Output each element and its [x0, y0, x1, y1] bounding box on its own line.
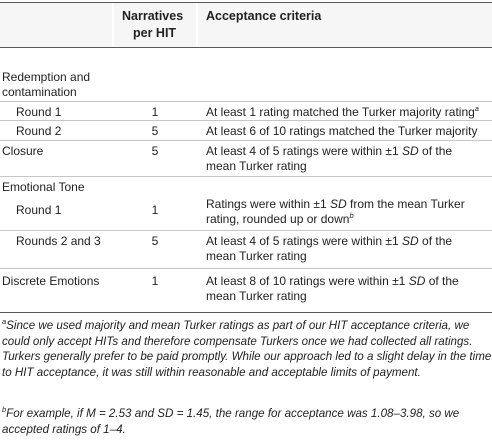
row-label: Round 1 [16, 203, 62, 217]
footnote-ref-b: b [349, 211, 354, 220]
row-separator [0, 140, 492, 141]
row-count: 1 [151, 274, 159, 288]
header-narratives: Narratives [122, 9, 184, 23]
row-separator [0, 268, 492, 269]
row-count: 5 [151, 144, 159, 158]
footnote-a: $^a$Since we used majority and mean Turker ratings as part of our HIT acceptance criteria, we could only accept HITs and therefore compensate Turkers once we had collected all ratings. Turkers generally prefer to be paid promptly. While our approach led to a slight delay in the time to HIT acceptance, it was still within reasonable and acceptable limits of payment. [2, 317, 492, 379]
row-label: Closure [2, 144, 44, 158]
row-criteria-line2: mean Turker rating [206, 289, 307, 303]
row-count: 5 [151, 234, 159, 248]
row-separator [0, 101, 492, 102]
row-count: 1 [151, 203, 159, 217]
footnote-ref-a: a [474, 104, 479, 113]
row-count: 5 [151, 124, 159, 138]
footnote-b: $^b$For example, if M = 2.53 and SD = 1.45, the range for acceptance was 1.08–3.98, so we accepted ratings of 1–4. [2, 405, 460, 436]
row-criteria: At least 6 of 10 ratings matched the Turker majority [206, 124, 478, 138]
header-rule [0, 47, 492, 48]
row-criteria-line2: rating, rounded up or down$^b$ [206, 211, 354, 226]
header-per-hit: per HIT [133, 26, 177, 40]
row-label: Rounds 2 and 3 [16, 234, 101, 248]
header-acceptance-criteria: Acceptance criteria [206, 9, 322, 23]
row-count: 1 [151, 105, 159, 119]
row-criteria: Ratings were within ±1 SD from the mean Turker [206, 197, 465, 211]
bottom-rule [0, 312, 492, 313]
row-separator [0, 176, 492, 177]
row-criteria-line2: mean Turker rating [206, 249, 307, 263]
row-label-redemption-1: Redemption and [2, 70, 91, 84]
row-label-redemption-2: contamination [2, 85, 77, 99]
row-separator [0, 120, 492, 121]
row-criteria: At least 1 rating matched the Turker majority rating$^a$ [206, 104, 479, 119]
row-criteria: At least 4 of 5 ratings were within ±1 SD of the [206, 144, 453, 158]
header-cell-label [0, 3, 112, 47]
row-criteria-line2: mean Turker rating [206, 159, 307, 173]
row-criteria: At least 4 of 5 ratings were within ±1 SD of the [206, 234, 453, 248]
row-separator [0, 230, 492, 231]
row-criteria: At least 8 of 10 ratings were within ±1 SD of the [206, 274, 459, 288]
row-label: Round 2 [16, 124, 62, 138]
row-label: Discrete Emotions [2, 274, 100, 288]
row-label-emotional-tone: Emotional Tone [2, 180, 85, 194]
row-label: Round 1 [16, 105, 62, 119]
